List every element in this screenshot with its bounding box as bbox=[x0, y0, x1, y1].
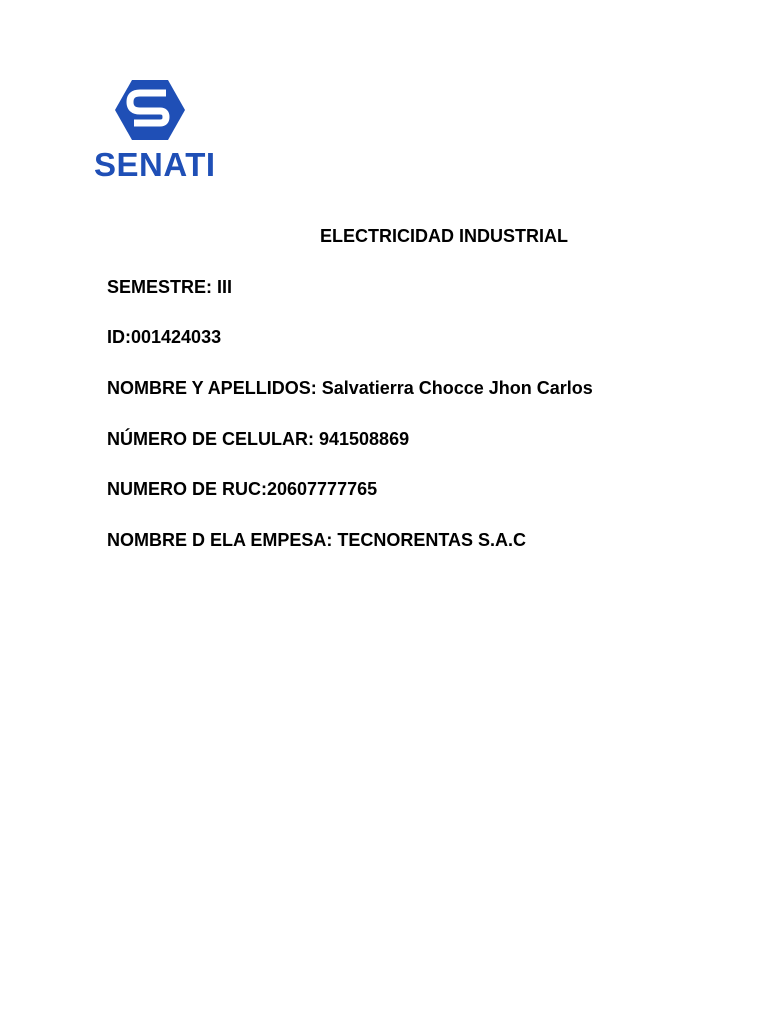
phone-number-line: NÚMERO DE CELULAR: 941508869 bbox=[107, 429, 410, 449]
company-name-line: NOMBRE D ELA EMPESA: TECNORENTAS S.A.C bbox=[107, 530, 527, 550]
document-title: ELECTRICIDAD INDUSTRIAL bbox=[320, 226, 568, 246]
senati-s-hexagon-icon bbox=[114, 78, 186, 142]
semester-line: SEMESTRE: III bbox=[107, 277, 233, 297]
full-name-line: NOMBRE Y APELLIDOS: Salvatierra Chocce Jhon Carlos bbox=[107, 378, 593, 398]
senati-logo bbox=[92, 78, 216, 186]
senati-wordmark: SENATI bbox=[94, 146, 216, 183]
id-line: ID:001424033 bbox=[107, 327, 222, 347]
ruc-number-line: NUMERO DE RUC:20607777765 bbox=[107, 479, 378, 499]
